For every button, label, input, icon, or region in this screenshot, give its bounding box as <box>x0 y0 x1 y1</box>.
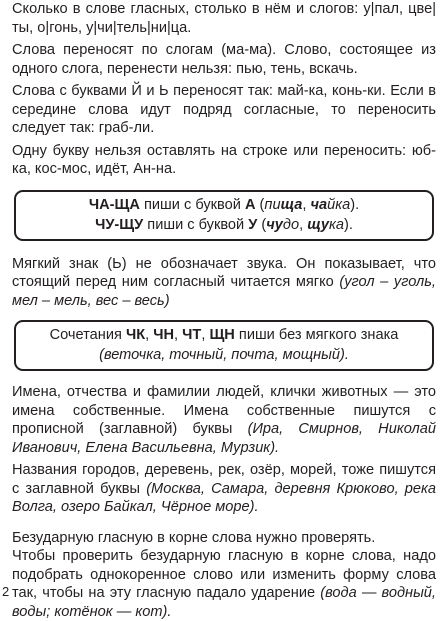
chk-chn-rule-box <box>14 320 434 371</box>
cha-shcha-rule-box <box>14 190 434 241</box>
transfer-y-soft-sign-paragraph: Слова с буквами Й и Ь переносят так: май-ка, конь-ки. Если в середине слова идут подряд согласные, то переносить следует так: граб-ли. <box>12 83 436 136</box>
soft-sign-paragraph: Мягкий знак (Ь) не обозначает звука. Он показывает, что стоящий перед ним согласный читается мягко (угол – уголь, мел – мель, вес – весь) <box>12 255 436 309</box>
textbook-page <box>12 0 436 621</box>
cha-shcha-rule: ЧА-ЩА пиши с буквой А (пища, чайка). <box>88 196 360 213</box>
chu-shchu-pair: ЧУ-ЩУ <box>95 216 144 233</box>
chu-shchu-rule: ЧУ-ЩУ пиши с буквой У (чудо, щука). <box>95 216 353 233</box>
place-names-paragraph: Названия городов, деревень, рек, озёр, морей, тоже пишутся с заглавной буквы (Москва, Самара, деревня Крюково, река Волга, озеро Байкал, Чёрное море). <box>12 462 436 515</box>
place-names-examples: (Москва, Самара, деревня Крюково, река Волга, озеро Байкал, Чёрное море). <box>12 480 436 515</box>
example-chudo: чудо <box>266 216 300 233</box>
soft-sign-examples: (угол – уголь, мел – мель, вес – весь) <box>12 274 436 309</box>
example-pishcha: пища <box>264 196 303 213</box>
syllables-paragraph: Сколько в слове гласных, столько в нём и слогов: у|пал, цве|ты, о|гонь, у|чи|тель|ни|ца. <box>12 1 436 36</box>
one-letter-transfer-paragraph: Одну букву нельзя оставлять на строке или переносить: юб-ка, кос-мос, идёт, Ан-на. <box>12 142 436 177</box>
unstressed-vowel-paragraph: Чтобы проверить безударную гласную в корне слова, надо подобрать однокоренное слово или изменить форму слова так, чтобы на эту гласную падало ударение (вода — водный, воды; котёнок — кот). <box>12 548 436 620</box>
proper-names-paragraph: Имена, отчества и фамилии людей, клички животных — это имена собственные. Имена собственные пишутся с прописной (заглавной) буквы (Ира, Смирнов, Николай Иванович, Елена Васильевна, Мурзик). <box>12 384 436 456</box>
chk-chn-examples: (веточка, точный, почта, мощный). <box>99 347 349 363</box>
proper-names-examples: (Ира, Смирнов, Николай Иванович, Елена Васильевна, Мурзик). <box>12 421 436 456</box>
chk-chn-rule: Сочетания ЧК, ЧН, ЧТ, ЩН пиши без мягкого знака (веточка, точный, почта, мощный). <box>49 327 399 363</box>
page-number: 2 <box>2 584 10 599</box>
letter-u: У <box>248 216 258 233</box>
word-transfer-paragraph: Слова переносят по слогам (ма-ма). Слово, состоящее из одного слога, перенести нельзя: пью, тень, вскачь. <box>12 42 436 77</box>
unstressed-vowel-intro: Безударную гласную в корне слова нужно проверять. <box>12 529 376 546</box>
letter-a: А <box>244 196 256 213</box>
cha-shcha-pair: ЧА-ЩА <box>88 196 140 213</box>
unstressed-vowel-examples: (вода — водный, воды; котёнок — кот). <box>12 585 436 620</box>
example-shchuka: щука <box>307 216 344 233</box>
example-chaika: чайка <box>310 196 351 213</box>
